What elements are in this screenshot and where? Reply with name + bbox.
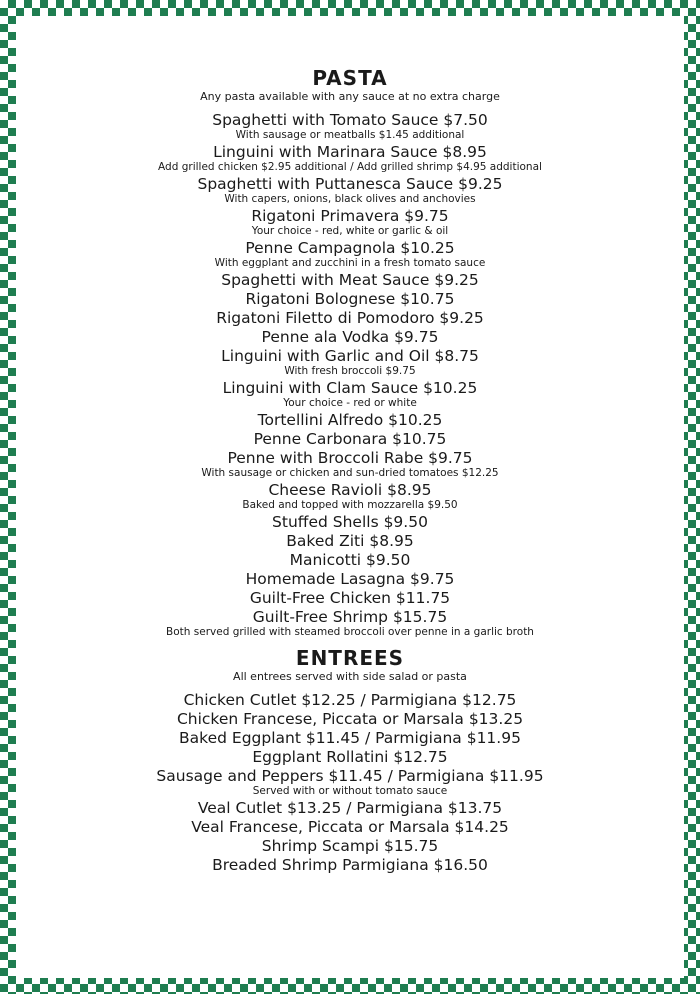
menu-item [40,767,660,797]
menu-item [40,328,660,347]
menu-item [40,430,660,449]
menu-item [40,347,660,377]
menu-item-name: Breaded Shrimp Parmigiana $16.50 [212,856,488,874]
menu-item-name: Rigatoni Bolognese $10.75 [245,290,455,308]
menu-item-description: With capers, onions, black olives and anchovies [224,193,476,205]
menu-content [40,66,660,875]
menu-item-description: Add grilled chicken $2.95 additional / Add grilled shrimp $4.95 additional [158,161,542,173]
entrees-note: All entrees served with side salad or pasta [233,670,467,683]
menu-item-name: Spaghetti with Tomato Sauce $7.50 [212,111,488,129]
menu-item-name: Spaghetti with Puttanesca Sauce $9.25 [197,175,503,193]
menu-item-name: Veal Francese, Piccata or Marsala $14.25 [191,818,509,836]
menu-item [40,710,660,729]
menu-item [40,799,660,818]
menu-item-description: Served with or without tomato sauce [252,785,448,797]
menu-item [40,608,660,638]
menu-item [40,207,660,237]
menu-item-description: Both served grilled with steamed broccoli over penne in a garlic broth [166,626,534,638]
menu-item [40,551,660,570]
menu-item-description: Your choice - red or white [283,397,417,409]
menu-item [40,239,660,269]
menu-item [40,411,660,430]
pasta-list [40,111,660,638]
menu-item-name: Guilt-Free Shrimp $15.75 [252,608,448,626]
menu-item [40,513,660,532]
menu-item [40,143,660,173]
pasta-title: PASTA [312,66,388,90]
menu-item-name: Rigatoni Filetto di Pomodoro $9.25 [216,309,484,327]
menu-item-name: Linguini with Clam Sauce $10.25 [222,379,478,397]
menu-item-description: Baked and topped with mozzarella $9.50 [242,499,458,511]
menu-item [40,589,660,608]
menu-item-description: With eggplant and zucchini in a fresh tomato sauce [214,257,486,269]
menu-item-name: Chicken Cutlet $12.25 / Parmigiana $12.75 [183,691,517,709]
menu-item-description: Your choice - red, white or garlic & oil [251,225,449,237]
menu-item-name: Cheese Ravioli $8.95 [268,481,432,499]
menu-item [40,271,660,290]
menu-item-name: Veal Cutlet $13.25 / Parmigiana $13.75 [197,799,503,817]
menu-item-description: With sausage or chicken and sun-dried tomatoes $12.25 [201,467,499,479]
menu-item-name: Penne Carbonara $10.75 [253,430,447,448]
menu-item-name: Chicken Francese, Piccata or Marsala $13.25 [176,710,524,728]
menu-item [40,111,660,141]
pasta-note: Any pasta available with any sauce at no extra charge [200,90,500,103]
menu-item [40,748,660,767]
menu-item-name: Sausage and Peppers $11.45 / Parmigiana $11.95 [156,767,544,785]
menu-item-name: Linguini with Garlic and Oil $8.75 [221,347,479,365]
entrees-list [40,691,660,875]
menu-item-name: Tortellini Alfredo $10.25 [257,411,443,429]
menu-item [40,532,660,551]
menu-item-name: Rigatoni Primavera $9.75 [251,207,449,225]
menu-item [40,729,660,748]
menu-item-name: Penne ala Vodka $9.75 [261,328,439,346]
menu-item [40,309,660,328]
menu-item-name: Shrimp Scampi $15.75 [261,837,439,855]
pasta-section [40,66,660,638]
menu-item [40,818,660,837]
menu-item-name: Baked Eggplant $11.45 / Parmigiana $11.95 [179,729,521,747]
menu-item-name: Eggplant Rollatini $12.75 [252,748,448,766]
menu-item [40,379,660,409]
menu-item [40,481,660,511]
menu-item [40,837,660,856]
menu-item [40,449,660,479]
menu-item-name: Baked Ziti $8.95 [286,532,414,550]
menu-item [40,570,660,589]
entrees-title: ENTREES [295,646,405,670]
menu-item-name: Stuffed Shells $9.50 [272,513,428,531]
menu-item-name: Penne with Broccoli Rabe $9.75 [227,449,473,467]
menu-item-name: Guilt-Free Chicken $11.75 [249,589,451,607]
menu-item-description: With fresh broccoli $9.75 [284,365,416,377]
menu-item-description: With sausage or meatballs $1.45 additional [235,129,465,141]
menu-item-name: Spaghetti with Meat Sauce $9.25 [221,271,479,289]
entrees-section [40,646,660,875]
menu-item [40,290,660,309]
menu-item [40,856,660,875]
menu-item-name: Manicotti $9.50 [289,551,411,569]
menu-item [40,691,660,710]
menu-item-name: Linguini with Marinara Sauce $8.95 [213,143,487,161]
menu-item-name: Penne Campagnola $10.25 [245,239,455,257]
menu-item [40,175,660,205]
menu-item-name: Homemade Lasagna $9.75 [245,570,455,588]
